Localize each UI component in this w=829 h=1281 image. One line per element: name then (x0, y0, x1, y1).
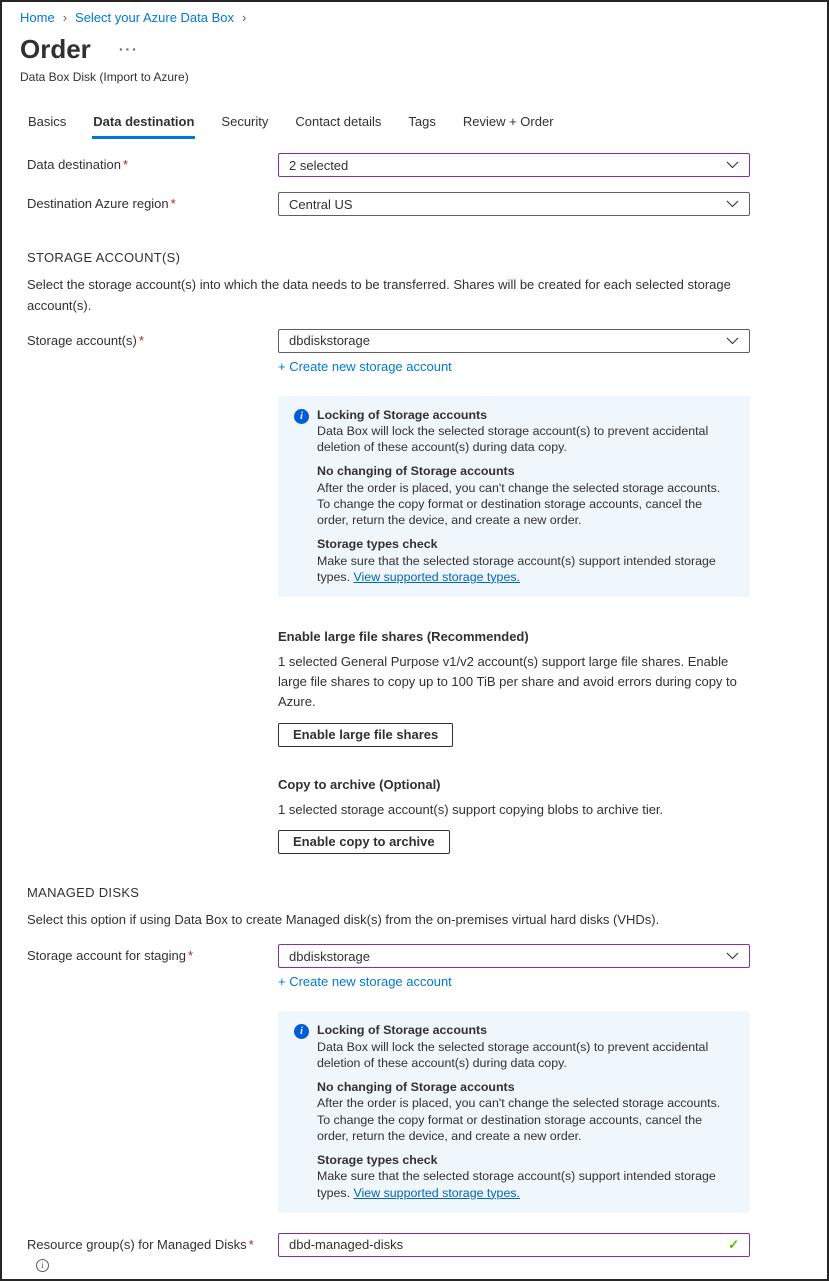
data-destination-dropdown[interactable] (278, 153, 750, 177)
create-staging-account-link[interactable]: + Create new storage account (278, 974, 452, 990)
breadcrumb-home-link[interactable]: Home (20, 10, 55, 25)
breadcrumb-parent-link[interactable]: Select your Azure Data Box (75, 10, 235, 25)
required-asterisk: * (188, 948, 194, 964)
destination-region-dropdown[interactable] (278, 192, 750, 216)
info-body-no-changing: After the order is placed, you can't change the selected storage accounts. To change the copy format or destination storage accounts, cancel the order, return the device, and create a new order. (317, 1096, 721, 1143)
page-title: Order (20, 34, 91, 64)
required-asterisk: * (138, 332, 144, 348)
breadcrumb (20, 10, 809, 25)
storage-accounts-section-description: Select the storage account(s) into which the data needs to be transferred. Shares will be created for each selected storage account(s). (27, 277, 731, 313)
info-title-no-changing: No changing of Storage accounts (317, 1080, 515, 1095)
storage-accounts-dropdown[interactable] (278, 329, 750, 353)
resource-group-input[interactable] (278, 1233, 750, 1257)
info-body-no-changing: After the order is placed, you can't change the selected storage accounts. To change the copy format or destination storage accounts, cancel the order, return the device, and create a new order. (317, 480, 721, 528)
page-subtitle: Data Box Disk (Import to Azure) (20, 70, 189, 84)
tab-contact-details[interactable]: Contact details (295, 114, 382, 129)
chevron-down-icon (726, 161, 739, 169)
required-asterisk: * (248, 1236, 254, 1252)
enable-copy-to-archive-button[interactable]: Enable copy to archive (278, 830, 450, 854)
storage-accounts-value: dbdiskstorage (289, 333, 370, 349)
staging-account-value: dbdiskstorage (289, 948, 370, 964)
info-title-locking: Locking of Storage accounts (317, 407, 488, 422)
info-title-storage-types: Storage types check (317, 1153, 438, 1168)
copy-to-archive-heading: Copy to archive (Optional) (278, 776, 441, 792)
large-file-shares-heading: Enable large file shares (Recommended) (278, 629, 529, 645)
tab-data-destination[interactable]: Data destination (92, 108, 195, 139)
staging-account-dropdown[interactable] (278, 944, 750, 968)
info-outline-icon[interactable]: i (36, 1259, 49, 1272)
tab-basics[interactable]: Basics (28, 114, 67, 129)
view-supported-storage-types-link[interactable]: View supported storage types. (353, 569, 520, 584)
tab-bar (2, 108, 827, 139)
page-header (2, 2, 827, 84)
data-destination-value: 2 selected (289, 157, 349, 173)
info-title-storage-types: Storage types check (317, 537, 438, 552)
tab-security[interactable]: Security (221, 114, 269, 129)
required-asterisk: * (122, 157, 129, 172)
resource-group-value: dbd-managed-disks (289, 1237, 404, 1253)
valid-checkmark-icon: ✓ (728, 1236, 739, 1252)
breadcrumb-chevron-icon: › (62, 10, 68, 25)
managed-disks-section-heading: MANAGED DISKS (27, 884, 140, 900)
info-icon: i (294, 409, 309, 424)
tab-tags[interactable]: Tags (408, 114, 436, 129)
enable-large-file-shares-button[interactable]: Enable large file shares (278, 723, 453, 747)
storage-lock-info-box (278, 396, 750, 598)
chevron-down-icon (726, 200, 739, 208)
staging-account-label: Storage account for staging * (27, 948, 194, 964)
storage-accounts-section-heading: STORAGE ACCOUNT(S) (27, 250, 181, 265)
staging-lock-info-box (278, 1011, 750, 1213)
info-icon: i (294, 1024, 309, 1039)
chevron-down-icon (726, 952, 739, 960)
copy-to-archive-description: 1 selected storage account(s) support copying blobs to archive tier. (278, 801, 664, 817)
tab-content (2, 139, 827, 1272)
info-body-storage-types: Make sure that the selected storage account(s) support intended storage types. (317, 553, 716, 584)
info-title-no-changing: No changing of Storage accounts (317, 464, 515, 479)
destination-region-label: Destination Azure region * (27, 196, 176, 211)
destination-region-value: Central US (289, 196, 353, 212)
resource-group-label: Resource group(s) for Managed Disks * i (27, 1236, 254, 1270)
required-asterisk: * (170, 196, 176, 211)
tab-review-order[interactable]: Review + Order (462, 114, 554, 129)
create-storage-account-link[interactable]: + Create new storage account (278, 358, 452, 374)
storage-accounts-label: Storage account(s) * (27, 332, 144, 348)
data-destination-label: Data destination * (27, 157, 129, 172)
info-title-locking: Locking of Storage accounts (317, 1023, 488, 1038)
large-file-shares-description: 1 selected General Purpose v1/v2 account(s) support large file shares. Enable large file shares to copy up to 100 TiB per share and avoid errors during copy to Azure. (278, 654, 737, 710)
info-body-locking: Data Box will lock the selected storage account(s) to prevent accidental deletion of these account(s) during data copy. (317, 423, 709, 455)
chevron-down-icon (726, 337, 739, 345)
info-body-storage-types: Make sure that the selected storage account(s) support intended storage types. (317, 1169, 716, 1200)
managed-disks-section-description: Select this option if using Data Box to create Managed disk(s) from the on-premises virtual hard disks (VHDs). (27, 911, 660, 927)
more-options-icon[interactable]: ··· (118, 41, 139, 57)
view-supported-storage-types-link[interactable]: View supported storage types. (353, 1185, 520, 1200)
breadcrumb-chevron-icon: › (242, 10, 247, 25)
info-body-locking: Data Box will lock the selected storage account(s) to prevent accidental deletion of these account(s) during data copy. (317, 1039, 709, 1070)
